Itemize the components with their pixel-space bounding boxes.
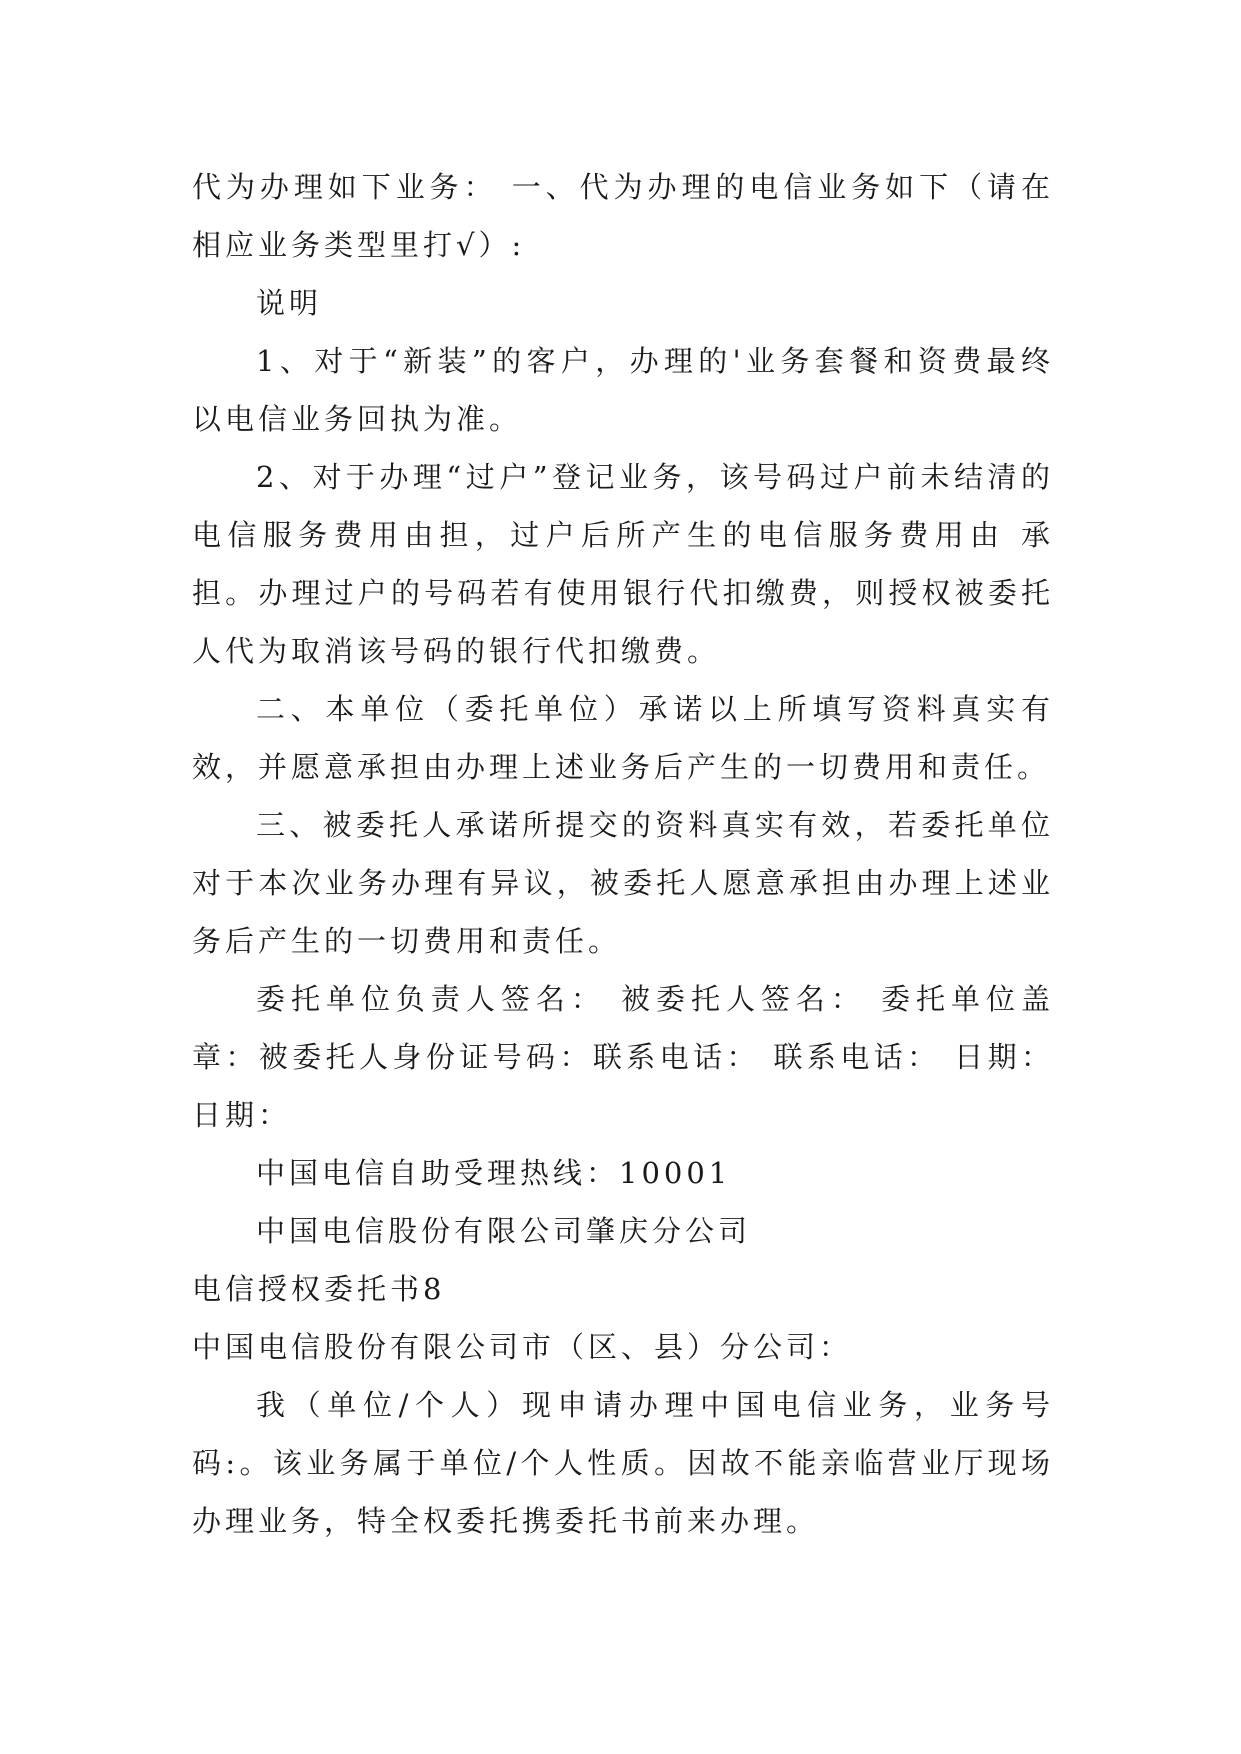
document-page <box>192 158 1054 1550</box>
paragraph-addressee: 中国电信股份有限公司市（区、县）分公司： <box>192 1330 853 1364</box>
paragraph-application: 我（单位/个人）现申请办理中国电信业务，业务号码:。该业务属于单位/个人性质。因故不能亲临营业厅现场办理业务，特全权委托携委托书前来办理。 <box>192 1388 1054 1538</box>
paragraph-item-transfer: 2、对于办理“过户”登记业务，该号码过户前未结清的电信服务费用由担，过户后所产生的电信服务费用由 承担。办理过户的号码若有使用银行代扣缴费，则授权被委托人代为取消该号码的银行代扣缴费。 <box>192 460 1054 668</box>
paragraph-hotline: 中国电信自助受理热线：10001 <box>256 1156 732 1190</box>
paragraph-signatures: 委托单位负责人签名： 被委托人签名： 委托单位盖章：被委托人身份证号码：联系电话： 联系电话： 日期：日期： <box>192 982 1054 1132</box>
paragraph-item-new-install: 1、对于“新装”的客户，办理的'业务套餐和资费最终以电信业务回执为准。 <box>192 344 1054 436</box>
paragraph-trustee-commitment: 三、被委托人承诺所提交的资料真实有效，若委托单位对于本次业务办理有异议，被委托人愿意承担由办理上述业务后产生的一切费用和责任。 <box>192 808 1054 958</box>
paragraph-company-branch: 中国电信股份有限公司肇庆分公司 <box>256 1214 752 1248</box>
paragraph-unit-commitment: 二、本单位（委托单位）承诺以上所填写资料真实有效，并愿意承担由办理上述业务后产生的一切费用和责任。 <box>192 692 1054 784</box>
paragraph-title: 电信授权委托书8 <box>192 1272 446 1306</box>
paragraph-business-list: 代为办理如下业务： 一、代为办理的电信业务如下（请在相应业务类型里打√）: <box>192 170 1054 262</box>
paragraph-explanation-heading: 说明 <box>256 286 323 320</box>
